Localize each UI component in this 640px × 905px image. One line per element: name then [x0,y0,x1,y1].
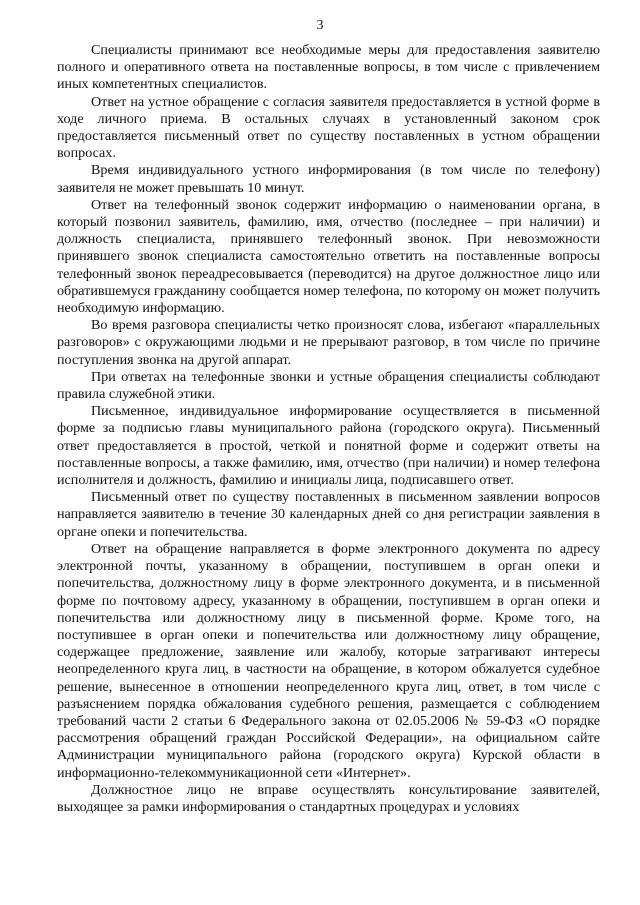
paragraph-specialists-measures: Специалисты принимают все необходимые меры для предоставления заявителю полного и оперативного ответа на поставленные вопросы, в том числе с привлечением иных компетентных специалистов. [57,42,600,93]
paragraph-conversation-rules: Во время разговора специалисты четко произносят слова, избегают «параллельных разговоров» с окружающими людьми и не прерывают разговор, в том числе по причине поступления звонка на другой аппарат. [57,317,600,368]
paragraph-service-ethics: При ответах на телефонные звонки и устные обращения специалисты соблюдают правила служебной этики. [57,368,600,403]
page-number: 3 [316,18,324,33]
paragraph-written-response-term: Письменный ответ по существу поставленных в письменном заявлении вопросов направляется заявителю в течение 30 календарных дней со дня регистрации заявления в органе опеки и попечительства. [57,489,600,540]
paragraph-written-informing: Письменное, индивидуальное информирование осуществляется в письменной форме за подписью главы муниципального района (городского округа). Письменный ответ предоставляется в простой, четкой и понятной форме и содержит ответы на поставленные вопросы, а также фамилию, имя, отчество (при наличии) и номер телефона исполнителя и должность, фамилию и инициалы лица, подписавшего ответ. [57,403,600,489]
paragraph-oral-info-time: Время индивидуального устного информирования (в том числе по телефону) заявителя не может превышать 10 минут. [57,162,600,196]
paragraph-phone-call-content: Ответ на телефонный звонок содержит информацию о наименовании органа, в который позвонил заявитель, фамилию, имя, отчество (последнее – при наличии) и должность специалиста, принявшего телефонный звонок. При невозможности принявшего звонок специалиста самостоятельно ответить на поставленные вопросы телефонный звонок переадресовывается (переводится) на другое должностное лицо или обратившемуся гражданину сообщается номер телефона, по которому он может получить необходимую информацию. [57,196,600,317]
paragraph-oral-response: Ответ на устное обращение с согласия заявителя предоставляется в устной форме в ходе личного приема. В остальных случаях в установленный законом срок предоставляется письменный ответ по существу поставленных в устном обращении вопросах. [57,93,600,162]
document-body [57,42,600,816]
paragraph-electronic-response: Ответ на обращение направляется в форме электронного документа по адресу электронной почты, указанному в обращении, поступившем в орган опеки и попечительства, должностному лицу в форме электронного документа, и в письменной форме по почтовому адресу, указанному в обращении, поступившем в орган опеки и попечительства или должностному лицу в письменной форме. Кроме того, на поступившее в орган опеки и попечительства или должностному лицу обращение, содержащее предложение, заявление или жалобу, которые затрагивают интересы неопределенного круга лиц, в частности на обращение, в котором обжалуется судебное решение, вынесенное в отношении неопределенного круга лиц, ответ, в том числе с разъяснением порядка обжалования судебного решения, размещается с соблюдением требований части 2 статьи 6 Федерального закона от 02.05.2006 № 59-ФЗ «О порядке рассмотрения обращений граждан Российской Федерации», на официальном сайте Администрации муниципального района (городского округа) Курской области в информационно-телекоммуникационной сети «Интернет». [57,540,600,781]
paragraph-consulting-limits: Должностное лицо не вправе осуществлять консультирование заявителей, выходящее за рамки информирования о стандартных процедурах и условиях [57,781,600,815]
